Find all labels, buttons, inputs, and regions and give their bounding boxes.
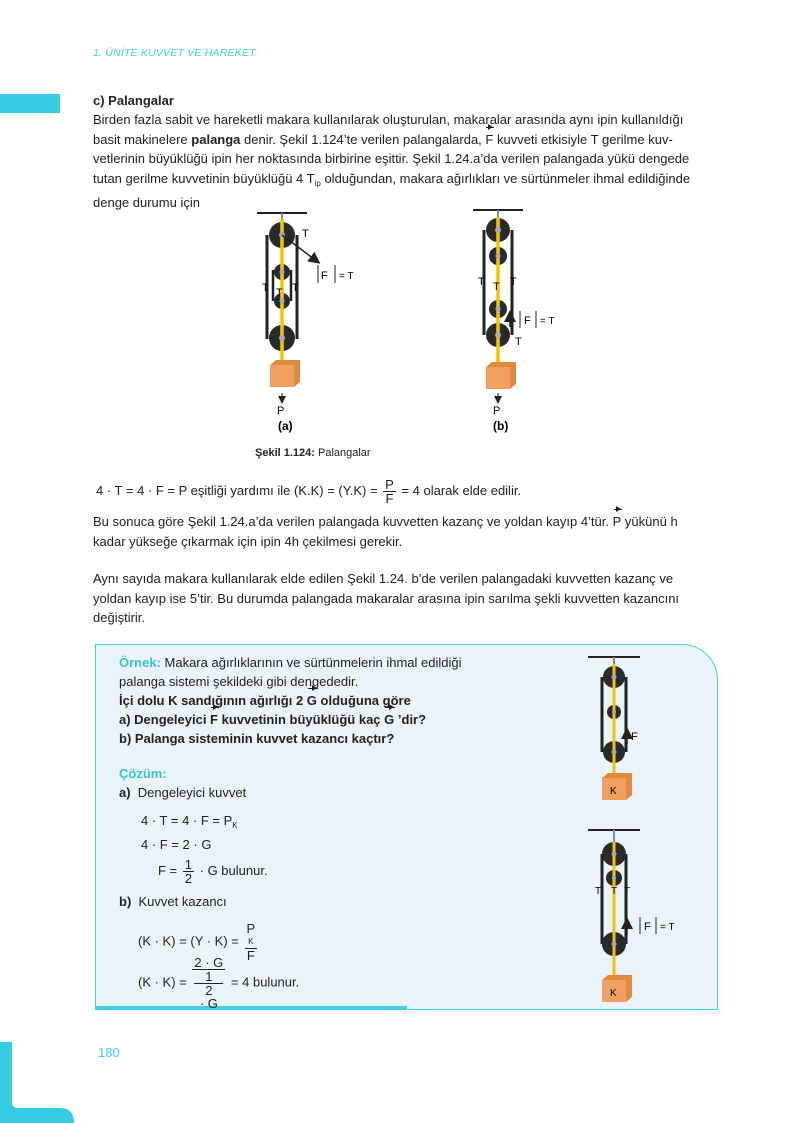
tension-label: T: [493, 281, 500, 293]
example-pulley-figures: [580, 652, 690, 1007]
tension-label: T: [624, 886, 631, 897]
solution-eq-3: F = $\frac{1}{2}$ · G bulunur.: [158, 857, 268, 886]
box-K-label: K: [610, 988, 617, 999]
intro-paragraph: [93, 110, 715, 213]
solution-a-heading: a) Dengeleyici kuvvet: [119, 785, 247, 800]
vector-F: F: [485, 130, 493, 150]
tension-label: T: [302, 228, 309, 240]
load-P-label: P: [277, 405, 285, 417]
result-paragraph: Bu sonuca göre Şekil 1.24.a’da verilen palangada kuvvetten kazanç ve yoldan kayıp 4’tür. P yükünü h kadar yükseğe çıkarmak için ipin 4h çekilmesi gerekir.: [93, 514, 678, 549]
tension-label: T: [276, 287, 283, 299]
solution-eq-2: 4 · F = 2 · G: [141, 837, 212, 852]
page-corner-decoration: [0, 1042, 74, 1123]
box-K-label: K: [610, 786, 617, 797]
force-F-value: = T: [660, 922, 675, 933]
unit-header: 1. ÜNİTE KUVVET VE HAREKET: [93, 47, 256, 59]
solution-eq-4: (K · K) = (Y · K) = P K F: [138, 921, 256, 963]
figure-caption: Şekil 1.124: Palangalar: [255, 447, 371, 459]
tension-label: T: [611, 886, 618, 897]
force-F-label: F: [524, 315, 531, 327]
force-F-value: = T: [339, 271, 354, 282]
example-pulley-2: [588, 830, 675, 1002]
pulley-system-b: [473, 210, 555, 433]
pulley-figure: [240, 205, 555, 440]
example-text: Örnek: Makara ağırlıklarının ve sürtünmelerin ihmal edildiği palanga sistemi şekildeki gibi dengededir. İçi dolu K sandığının ağırlığı 2 G olduğuna göre a) Dengeleyici F kuvvetinin büyüklüğü kaç G ’dir? b) Palanga sisteminin kuvvet kazancı kaçtır?: [119, 655, 462, 746]
intro-line-3: vetlerinin büyüklüğü ipin her noktasında birbirine eşittir. Şekil 1.24.a’da verilen palangada yükü dengede: [93, 151, 690, 166]
example-label: Örnek:: [119, 655, 161, 670]
force-F-label: F: [631, 731, 638, 743]
solution-eq-5: (K · K) = 2 · G 1 2 · G = 4 bulunur.: [138, 955, 300, 1011]
force-F-label: F: [321, 270, 328, 282]
solution-label: Çözüm:: [119, 766, 167, 781]
tension-label: T: [595, 886, 602, 897]
comparison-paragraph: Aynı sayıda makara kullanılarak elde edilen Şekil 1.24. b’de verilen palangadaki kuvvetten kazanç ve yoldan kayıp ise 5’tir. Bu durumda palangada makaralar arasına ipin sarılma şekli kuvvetten kazancını değiştirir.: [93, 571, 680, 625]
section-title: c) Palangalar: [93, 93, 174, 108]
pulley-system-a: [257, 213, 354, 433]
intro-line-4: tutan gerilme kuvvetinin büyüklüğü 4 $T_{ip}$ olduğundan, makara ağırlıkları ve sürtünmeler ihmal edildiğinde: [93, 170, 691, 188]
tension-label: T: [515, 336, 522, 348]
intro-line-2: basit makinelere palanga denir. Şekil 1.124’te verilen palangalarda, F kuvveti etkisiyle T gerilme kuv-: [93, 130, 715, 150]
intro-line-5: denge durumu için: [93, 195, 200, 210]
example-pulley-1: [588, 657, 640, 800]
figure-label-a: (a): [278, 419, 293, 433]
page-tab-marker: [0, 94, 60, 113]
force-F-label: F: [644, 921, 651, 933]
load-P-label: P: [493, 405, 501, 417]
figure-label-b: (b): [493, 419, 509, 433]
term-palanga: palanga: [191, 131, 241, 147]
solution-b-heading: b) Kuvvet kazancı: [119, 894, 227, 909]
tension-label: T: [478, 276, 485, 288]
tension-label: T: [510, 276, 517, 288]
tension-label: T: [292, 282, 299, 294]
page-number: 180: [98, 1045, 120, 1060]
intro-line-1: Birden fazla sabit ve hareketli makara kullanılarak oluşturulan, makaralar arasında aynı ipin kullanıldığı: [93, 112, 684, 127]
solution-eq-1: $4 \cdot T = 4 \cdot F = P_K$: [141, 813, 238, 830]
force-F-value: = T: [540, 316, 555, 327]
vector-P: P: [613, 512, 622, 532]
equilibrium-equation: 4 · T = 4 · F = P eşitliği yardımı ile (K.K) = (Y.K) = $\frac{P}{F}$ = 4 olarak elde edilir.: [96, 477, 522, 506]
tension-label: T: [262, 282, 269, 294]
